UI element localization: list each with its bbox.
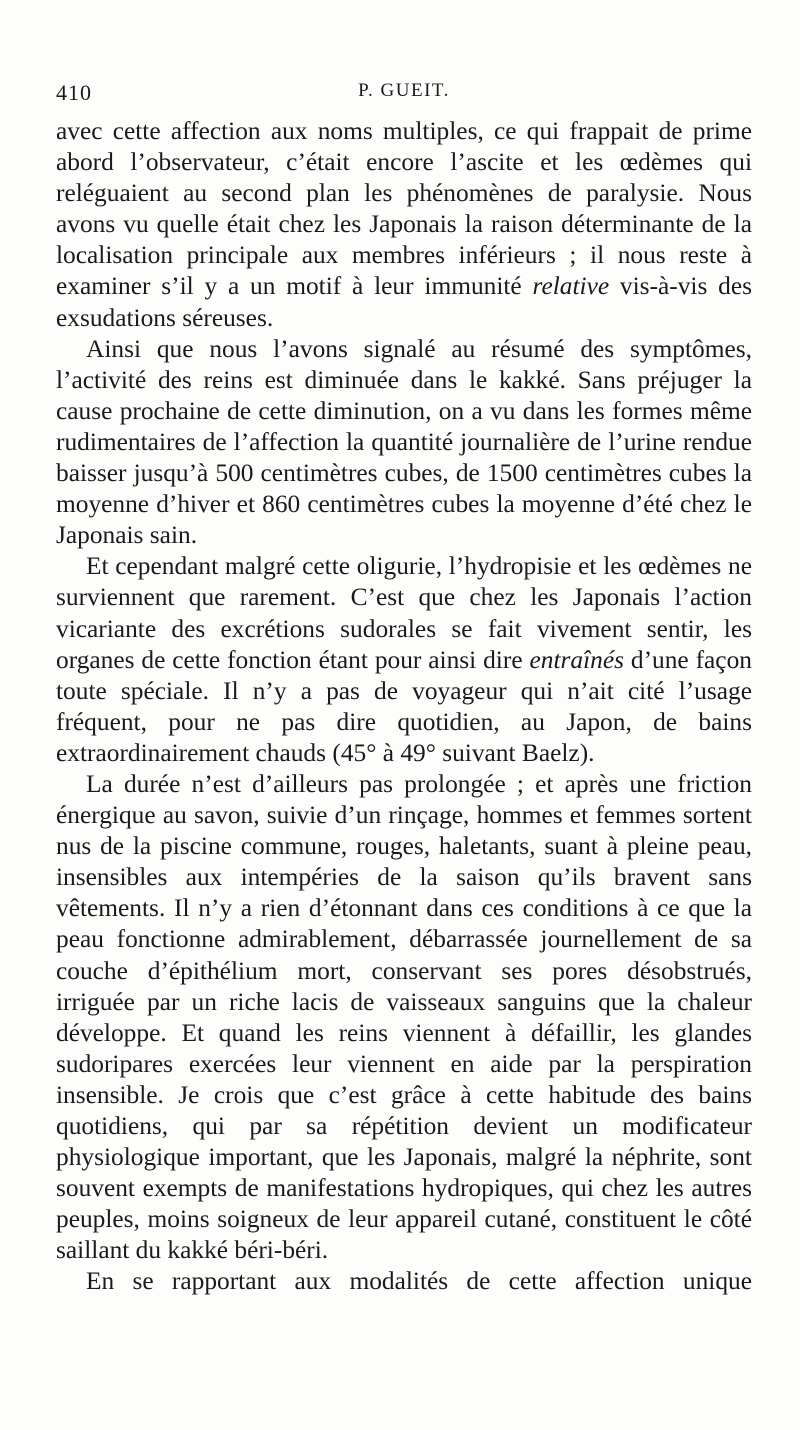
italic-entraines: entraînés <box>529 645 624 674</box>
paragraph-oligurie <box>56 551 752 769</box>
paragraph-reins <box>56 334 752 552</box>
running-head <box>56 80 752 110</box>
italic-relative: relative <box>532 272 610 301</box>
text-run: d’une façon toute spéciale. Il n’y a pas de voyageur qui n’ait cité l’usage fréquent, pour ne pas dire quotidien, au Japon, de bains extraordinairement chauds (45° à 49° suivant Baelz). <box>56 645 752 767</box>
text-run: avec cette affection aux noms multiples, ce qui frappait de prime abord l’observateur, c’était encore l’ascite et les œdèmes qui reléguaient au second plan les phénomènes de paralysie. Nous avons vu quelle était chez les Japonais la raison déterminante de la localisation principale aux membres inférieurs ; il nous reste à examiner s’il y a un motif à leur immunité <box>56 117 752 301</box>
text-run: En se rapportant aux modalités de cette affection unique <box>86 1267 752 1296</box>
text-run: La durée n’est d’ailleurs pas prolongée ; et après une friction énergique au savon, suivie d’un rinçage, hommes et femmes sortent nus de la piscine commune, rouges, haletants, suant à pleine peau, insensibles aux intempéries de la saison qu’ils bravent sans vêtements. Il n’y a rien d’étonnant dans ces conditions à ce que la peau fonctionne admirablement, débarrassée journellement de sa couche d’épithélium mort, conservant ses pores désobstrués, irriguée par un riche lacis de vaisseaux sanguins que la chaleur développe. Et quand les reins viennent à défaillir, les glandes sudoripares exercées leur viennent en aide par la perspiration insensible. Je crois que c’est grâce à cette habitude des bains quotidiens, qui par sa répétition devient un modificateur physiologique important, que les Japonais, malgré la néphrite, sont souvent exempts de manifestations hydropiques, qui chez les autres peuples, moins soigneux de leur appareil cutané, constituent le côté saillant du kakké béri-béri. <box>56 769 752 1265</box>
body-text <box>56 116 752 1298</box>
text-run: vis-à-vis des exsudations séreuses. <box>56 272 753 332</box>
page-number: 410 <box>56 80 92 105</box>
text-run: Ainsi que nous l’avons signalé au résumé des symptômes, l’activité des reins est diminuée dans le kakké. Sans préjuger la cause prochaine de cette diminution, on a vu dans les formes même rudimentaires de l’affection la quantité journalière de l’urine rendue baisser jusqu’à 500 centimètres cubes, de 1500 centimètres cubes la moyenne d’hiver et 860 centimètres cubes la moyenne d’été chez le Japonais sain. <box>56 334 752 550</box>
text-run: Et cependant malgré cette oligurie, l’hydropisie et les œdèmes ne surviennent que rarement. C’est que chez les Japonais l’action vicariante des excrétions sudorales se fait vivement sentir, les organes de cette fonction étant pour ainsi dire <box>56 552 752 674</box>
running-title: P. GUEIT. <box>358 80 450 101</box>
paragraph-bains <box>56 769 752 1267</box>
paragraph-ascite <box>56 116 752 334</box>
paragraph-modalites <box>56 1266 752 1297</box>
